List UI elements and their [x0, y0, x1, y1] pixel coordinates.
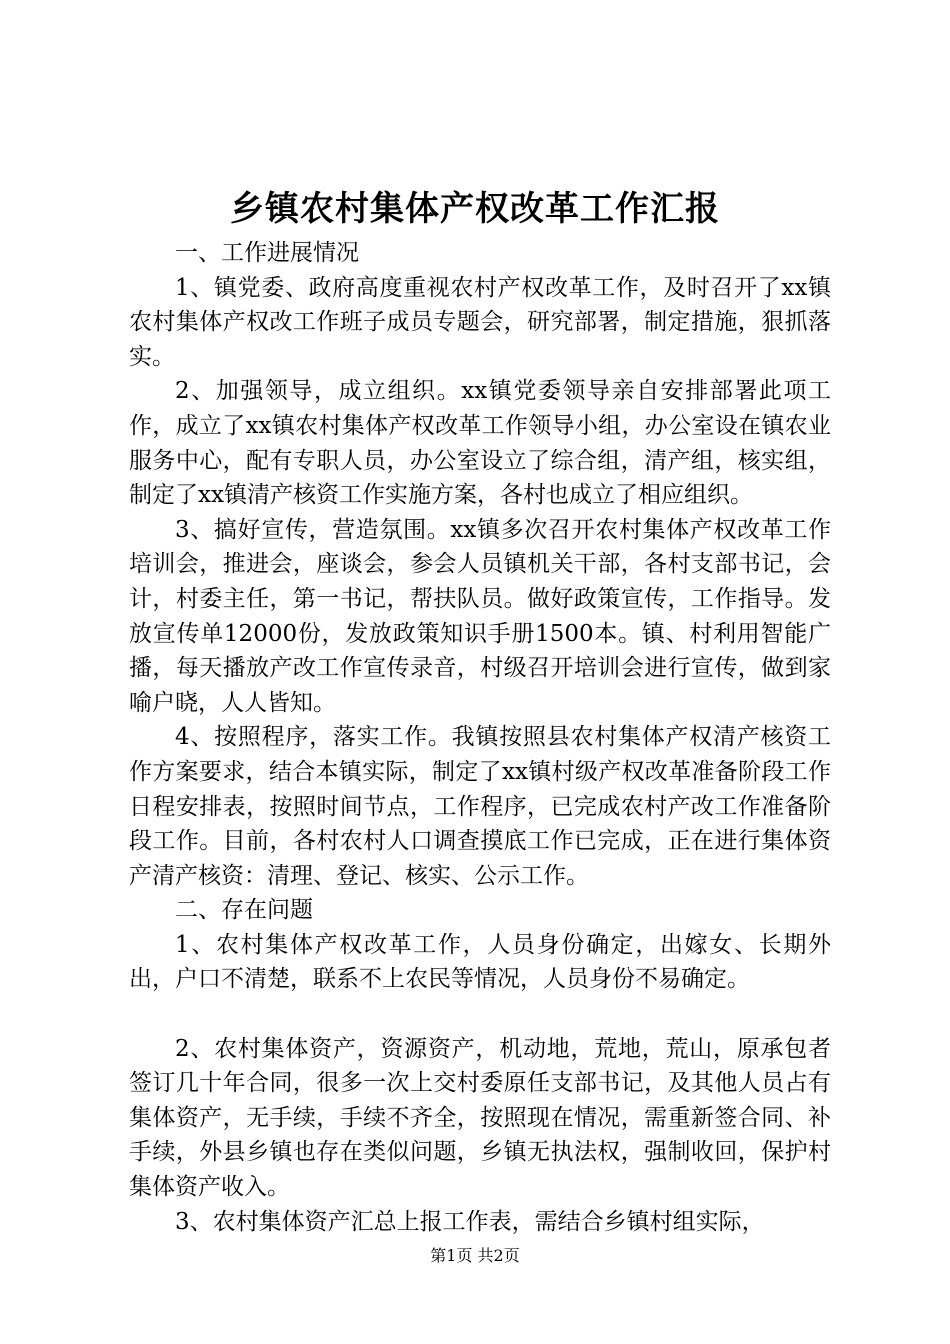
paragraph-spacer [129, 997, 831, 1032]
paragraph-progress-2: 2、加强领导，成立组织。xx镇党委领导亲自安排部署此项工作，成立了xx镇农村集体产权改革工作领导小组，办公室设在镇农业服务中心，配有专职人员，办公室设立了综合组，清产组，核实组，制定了xx镇清产核资工作实施方案，各村也成立了相应组织。 [129, 378, 831, 509]
paragraph-problem-1: 1、农村集体产权改革工作，人员身份确定，出嫁女、长期外出，户口不清楚，联系不上农民等情况，人员身份不易确定。 [129, 931, 831, 993]
paragraph-progress-1: 1、镇党委、政府高度重视农村产权改革工作，及时召开了xx镇农村集体产权改工作班子成员专题会，研究部署，制定措施，狠抓落实。 [129, 274, 831, 370]
paragraph-progress-4: 4、按照程序，落实工作。我镇按照县农村集体产权清产核资工作方案要求，结合本镇实际，制定了xx镇村级产权改革准备阶段工作日程安排表，按照时间节点，工作程序，已完成农村产改工作准备阶段工作。目前，各村农村人口调查摸底工作已完成，正在进行集体资产清产核资：清理、登记、核实、公示工作。 [129, 724, 831, 889]
document-title: 乡镇农村集体产权改革工作汇报 [230, 189, 720, 229]
paragraph-problem-2: 2、农村集体资产，资源资产，机动地，荒地，荒山，原承包者签订几十年合同，很多一次上交村委原任支部书记，及其他人员占有集体资产，无手续，手续不齐全，按照现在情况，需重新签合同、补手续，外县乡镇也存在类似问题，乡镇无执法权，强制收回，保护村集体资产收入。 [129, 1035, 831, 1201]
paragraph-problem-3: 3、农村集体资产汇总上报工作表，需结合乡镇村组实际， [175, 1208, 765, 1235]
section-heading-problems: 二、存在问题 [175, 897, 313, 924]
section-heading-progress: 一、工作进展情况 [175, 240, 359, 266]
paragraph-progress-3: 3、搞好宣传，营造氛围。xx镇多次召开农村集体产权改革工作培训会，推进会，座谈会，参会人员镇机关干部，各村支部书记，会计，村委主任，第一书记，帮扶队员。做好政策宣传，工作指导。发放宣传单12000份，发放政策知识手册1500本。镇、村利用智能广播，每天播放产改工作宣传录音，村级召开培训会进行宣传，做到家喻户晓，人人皆知。 [129, 516, 831, 716]
page-footer: 第1页 共2页 [430, 1246, 520, 1265]
document-body [129, 236, 831, 1239]
